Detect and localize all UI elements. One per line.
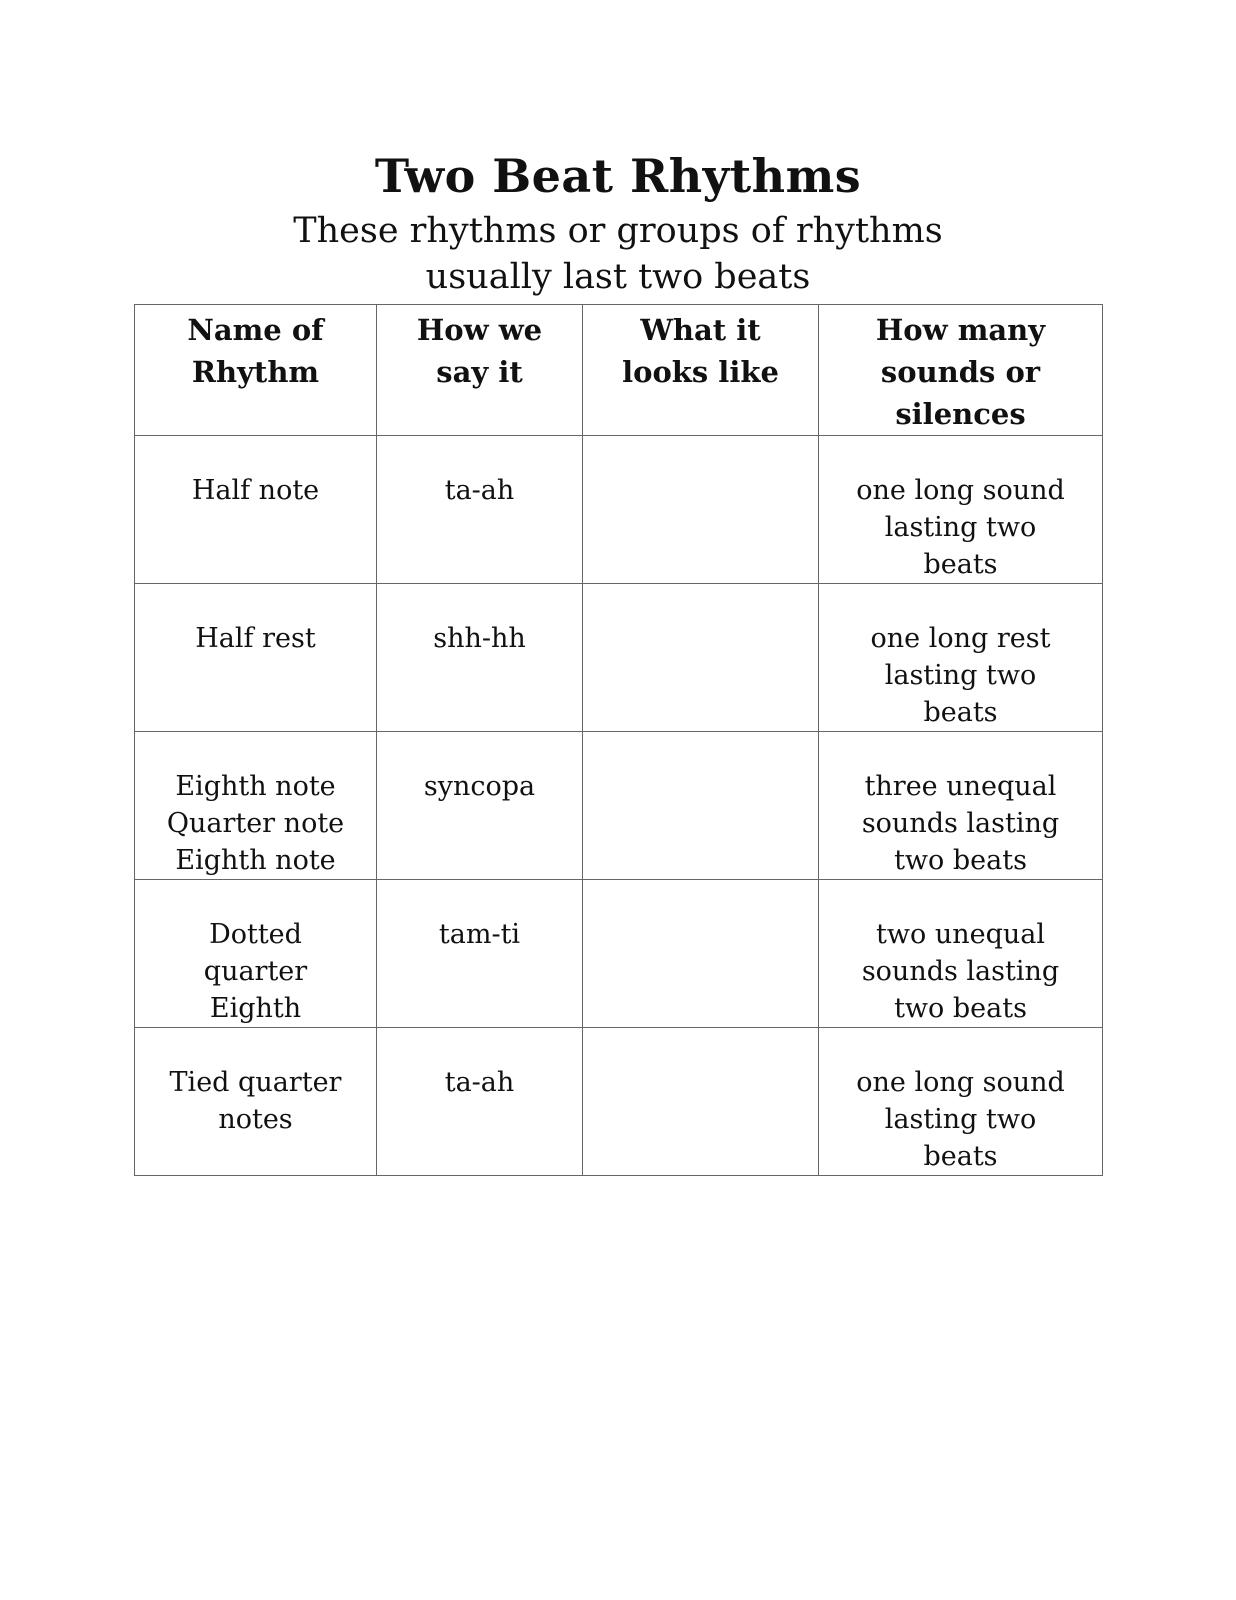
cell-rhythm-looks xyxy=(583,880,819,1028)
table-row xyxy=(135,584,1103,732)
cell-rhythm-name: Dotted quarter Eighth xyxy=(135,880,377,1028)
table-row xyxy=(135,880,1103,1028)
cell-rhythm-sounds: three unequal sounds lasting two beats xyxy=(819,732,1103,880)
cell-rhythm-say: ta-ah xyxy=(377,436,583,584)
page-subtitle xyxy=(0,208,1236,300)
table-row xyxy=(135,1028,1103,1176)
header-how-we-say-it: How we say it xyxy=(377,305,583,436)
cell-rhythm-name: Eighth note Quarter note Eighth note xyxy=(135,732,377,880)
page-title: Two Beat Rhythms xyxy=(374,149,862,203)
cell-rhythm-sounds: one long rest lasting two beats xyxy=(819,584,1103,732)
cell-rhythm-looks xyxy=(583,732,819,880)
cell-rhythm-say: ta-ah xyxy=(377,1028,583,1176)
header-what-it-looks-like: What it looks like xyxy=(583,305,819,436)
table-row xyxy=(135,732,1103,880)
cell-rhythm-name: Half rest xyxy=(135,584,377,732)
cell-rhythm-say: shh-hh xyxy=(377,584,583,732)
cell-rhythm-name: Half note xyxy=(135,436,377,584)
cell-rhythm-say: syncopa xyxy=(377,732,583,880)
cell-rhythm-sounds: one long sound lasting two beats xyxy=(819,1028,1103,1176)
rhythm-table xyxy=(134,304,1103,1176)
table-row xyxy=(135,436,1103,584)
cell-rhythm-name: Tied quarter notes xyxy=(135,1028,377,1176)
cell-rhythm-sounds: two unequal sounds lasting two beats xyxy=(819,880,1103,1028)
cell-rhythm-looks xyxy=(583,1028,819,1176)
cell-rhythm-say: tam-ti xyxy=(377,880,583,1028)
cell-rhythm-sounds: one long sound lasting two beats xyxy=(819,436,1103,584)
subtitle-line-2: usually last two beats xyxy=(425,257,811,297)
cell-rhythm-looks xyxy=(583,436,819,584)
header-how-many-sounds: How many sounds or silences xyxy=(819,305,1103,436)
header-name-of-rhythm: Name of Rhythm xyxy=(135,305,377,436)
table-header-row xyxy=(135,305,1103,436)
subtitle-line-1: These rhythms or groups of rhythms xyxy=(293,211,943,251)
cell-rhythm-looks xyxy=(583,584,819,732)
